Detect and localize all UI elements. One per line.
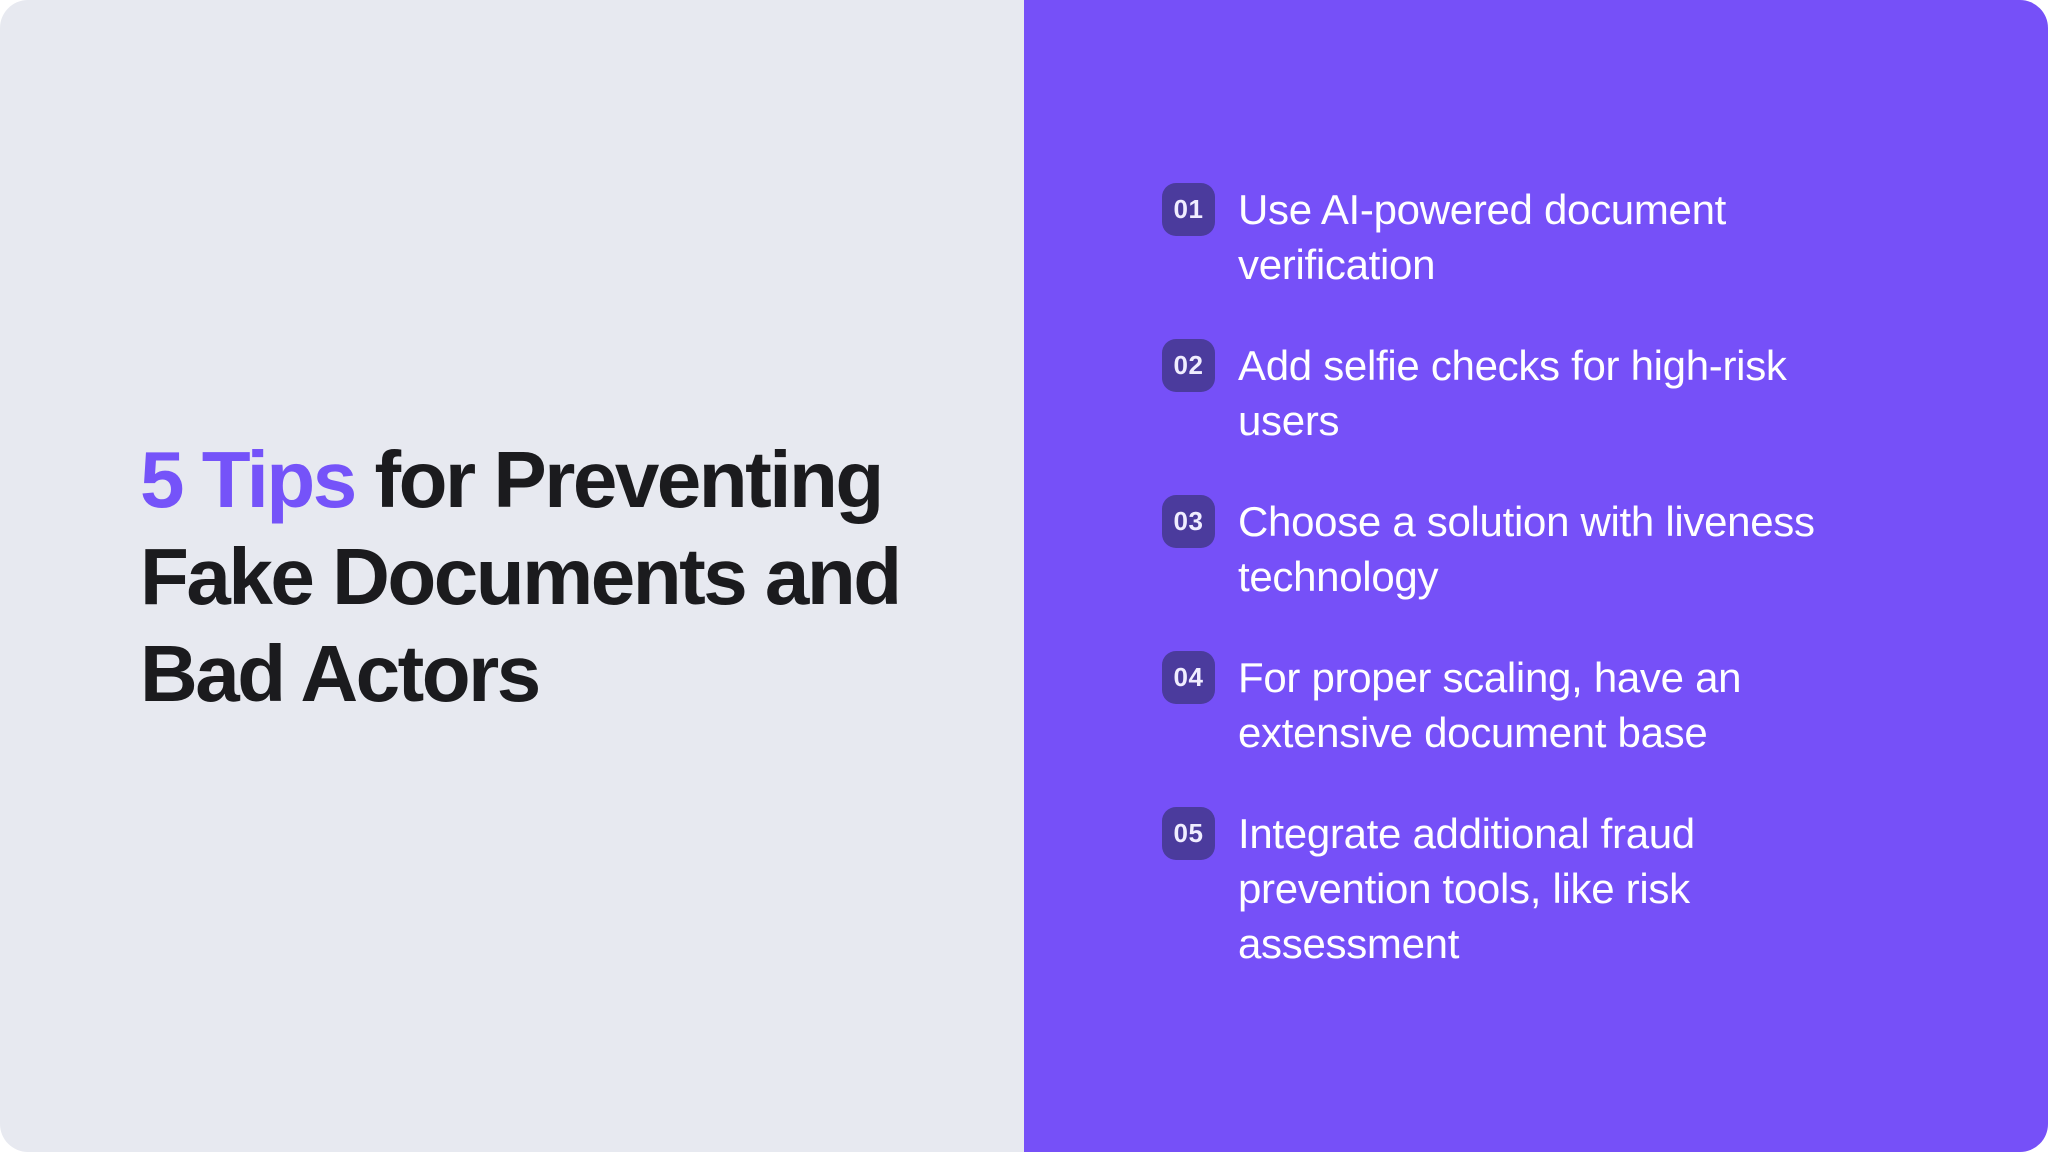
- tip-item-03: [1162, 494, 1968, 604]
- tip-item-04: [1162, 650, 1968, 760]
- tip-text: Use AI-powered document verification: [1238, 185, 1727, 288]
- title-accent: 5 Tips: [140, 434, 355, 524]
- tip-text: Choose a solution with liveness technology: [1238, 497, 1815, 600]
- title-line-1-rest: for Preventing: [354, 434, 882, 524]
- tips-list: [1162, 182, 1968, 971]
- tip-number-badge: 03: [1162, 495, 1215, 548]
- tip-number-badge: 02: [1162, 339, 1215, 392]
- tip-item-05: [1162, 806, 1968, 971]
- tip-number-badge: 05: [1162, 807, 1215, 860]
- title-line-2: Fake Documents and: [140, 531, 900, 621]
- page-title: [140, 431, 900, 722]
- tip-text: Add selfie checks for high-risk users: [1238, 341, 1787, 444]
- tip-text: Integrate additional fraud prevention tools, like risk assessment: [1238, 809, 1695, 967]
- tips-panel: [1024, 0, 2048, 1152]
- tip-item-01: [1162, 182, 1968, 292]
- tip-number-badge: 01: [1162, 183, 1215, 236]
- title-line-3: Bad Actors: [140, 628, 539, 718]
- tip-number-badge: 04: [1162, 651, 1215, 704]
- tip-item-02: [1162, 338, 1968, 448]
- tip-text: For proper scaling, have an extensive document base: [1238, 653, 1742, 756]
- title-line-1: [140, 431, 900, 528]
